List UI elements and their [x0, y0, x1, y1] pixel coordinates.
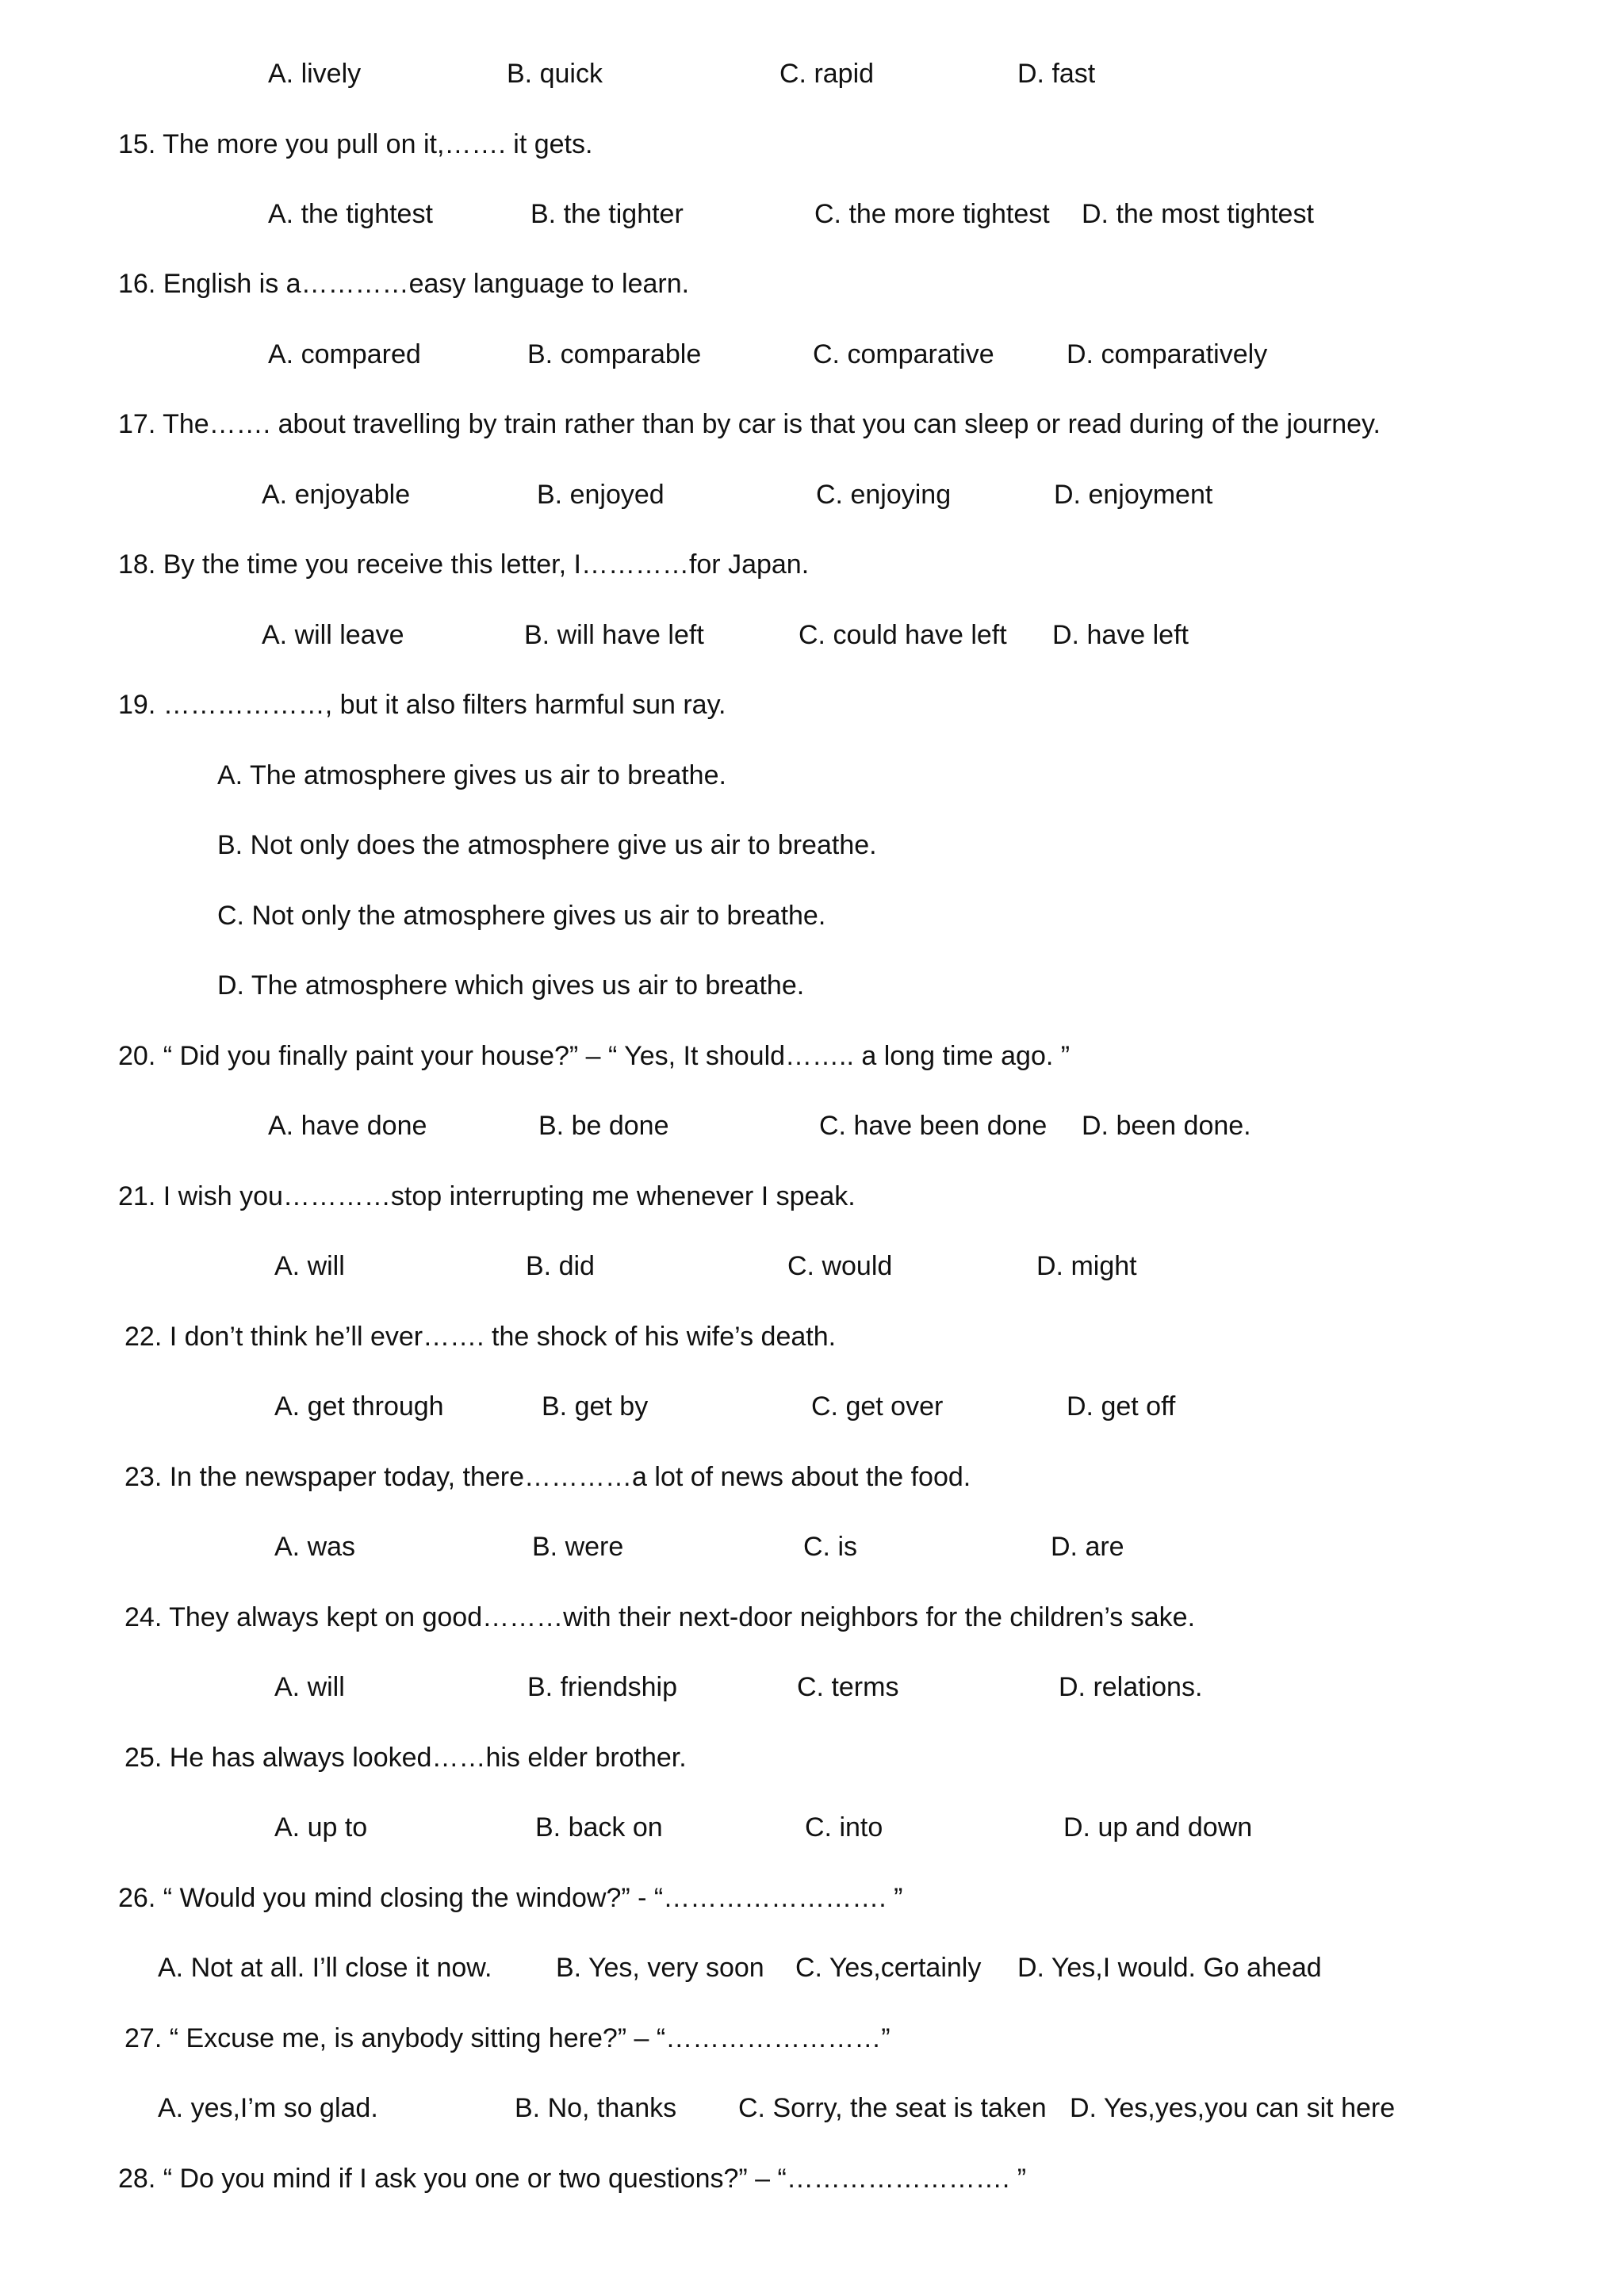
option-d: D. Yes,I would. Go ahead — [1017, 1953, 1322, 1983]
option-d: D. been done. — [1082, 1111, 1251, 1141]
option-c: C. terms — [797, 1672, 899, 1702]
option-a: A. Not at all. I’ll close it now. — [158, 1953, 492, 1983]
option-a: A. have done — [268, 1111, 427, 1141]
option-b: B. back on — [535, 1812, 663, 1843]
question-20: 20. “ Did you finally paint your house?” – “ Yes, It should…….. a long time ago. ” — [118, 1041, 1071, 1071]
question-18: 18. By the time you receive this letter, I…………for Japan. — [118, 549, 810, 580]
option-c: C. Not only the atmosphere gives us air to breathe. — [217, 901, 826, 931]
option-c: C. enjoying — [816, 480, 952, 510]
question-23: 23. In the newspaper today, there…………a lot of news about the food. — [124, 1462, 971, 1492]
option-a: A. will — [274, 1251, 345, 1281]
option-a: A. enjoyable — [262, 480, 411, 510]
question-22: 22. I don’t think he’ll ever……. the shock of his wife’s death. — [124, 1322, 837, 1352]
option-a: A. get through — [274, 1391, 444, 1422]
option-d: D. up and down — [1063, 1812, 1253, 1843]
option-a: A. up to — [274, 1812, 368, 1843]
option-c: C. have been done — [819, 1111, 1048, 1141]
question-15: 15. The more you pull on it,……. it gets. — [118, 129, 593, 159]
option-b: B. enjoyed — [537, 480, 665, 510]
option-b: B. get by — [542, 1391, 649, 1422]
option-c: C. Yes,certainly — [795, 1953, 982, 1983]
option-d: D. enjoyment — [1054, 480, 1213, 510]
option-a: A. The atmosphere gives us air to breathe. — [217, 760, 726, 790]
question-25: 25. He has always looked……his elder brother. — [124, 1743, 687, 1773]
option-d: D. comparatively — [1067, 339, 1268, 369]
question-27: 27. “ Excuse me, is anybody sitting here?” – “……………………” — [124, 2023, 891, 2053]
option-a: A. lively — [268, 59, 362, 89]
option-b: B. Not only does the atmosphere give us air to breathe. — [217, 830, 877, 860]
option-c: C. would — [787, 1251, 893, 1281]
option-a: A. will — [274, 1672, 345, 1702]
option-d: D. relations. — [1059, 1672, 1203, 1702]
option-d: D. are — [1051, 1532, 1124, 1562]
option-a: A. will leave — [262, 620, 404, 650]
option-d: D. get off — [1067, 1391, 1176, 1422]
option-b: B. Yes, very soon — [556, 1953, 764, 1983]
option-c: C. could have left — [799, 620, 1007, 650]
question-19: 19. ………………, but it also filters harmful sun ray. — [118, 690, 726, 720]
option-d: D. The atmosphere which gives us air to breathe. — [217, 970, 805, 1001]
option-a: A. was — [274, 1532, 356, 1562]
option-d: D. Yes,yes,you can sit here — [1070, 2093, 1396, 2123]
option-c: C. comparative — [813, 339, 994, 369]
question-26: 26. “ Would you mind closing the window?” - “……………………. ” — [118, 1883, 903, 1913]
option-c: C. is — [803, 1532, 857, 1562]
option-c: C. rapid — [779, 59, 875, 89]
option-a: A. yes,I’m so glad. — [158, 2093, 378, 2123]
option-b: B. friendship — [527, 1672, 677, 1702]
option-b: B. did — [526, 1251, 595, 1281]
option-a: A. the tightest — [268, 199, 433, 229]
option-d: D. might — [1036, 1251, 1137, 1281]
option-b: B. be done — [538, 1111, 669, 1141]
option-d: D. fast — [1017, 59, 1096, 89]
option-c: C. into — [805, 1812, 883, 1843]
question-28: 28. “ Do you mind if I ask you one or two questions?” – “……………………. ” — [118, 2164, 1027, 2194]
option-c: C. Sorry, the seat is taken — [738, 2093, 1047, 2123]
question-16: 16. English is a…………easy language to learn. — [118, 269, 690, 299]
option-c: C. get over — [811, 1391, 944, 1422]
option-d: D. have left — [1052, 620, 1189, 650]
option-b: B. will have left — [524, 620, 704, 650]
question-21: 21. I wish you…………stop interrupting me whenever I speak. — [118, 1181, 856, 1211]
option-d: D. the most tightest — [1082, 199, 1314, 229]
option-b: B. quick — [507, 59, 603, 89]
option-c: C. the more tightest — [814, 199, 1050, 229]
option-b: B. No, thanks — [515, 2093, 677, 2123]
option-b: B. comparable — [527, 339, 702, 369]
question-24: 24. They always kept on good………with their next-door neighbors for the children’s sake. — [124, 1602, 1196, 1632]
question-17: 17. The……. about travelling by train rather than by car is that you can sleep or read during of the journey. — [118, 409, 1381, 439]
option-a: A. compared — [268, 339, 421, 369]
option-b: B. the tighter — [530, 199, 684, 229]
option-b: B. were — [532, 1532, 624, 1562]
